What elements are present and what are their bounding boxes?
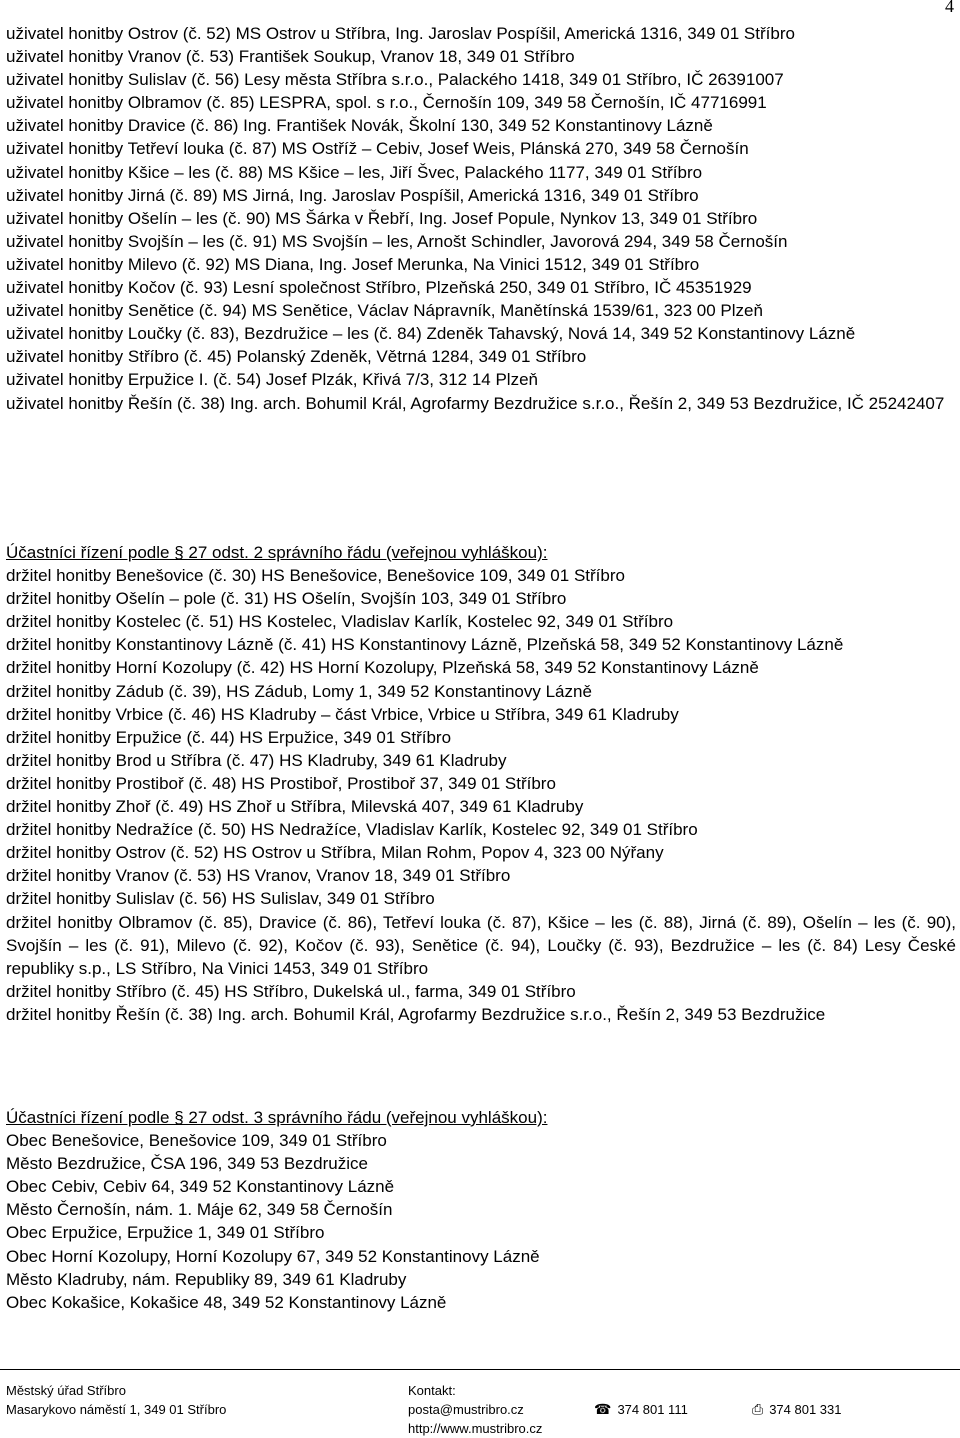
list-item: držitel honitby Vrbice (č. 46) HS Kladruby – část Vrbice, Vrbice u Stříbra, 349 61 Kladruby [6, 704, 679, 724]
list-item: Obec Erpužice, Erpužice 1, 349 01 Stříbro [6, 1223, 325, 1243]
list-item: držitel honitby Řešín (č. 38) Ing. arch. Bohumil Král, Agrofarmy Bezdružice s.r.o., Řešín 2, 349 53 Bezdružice [6, 1004, 826, 1024]
phone-icon: ☎ [594, 1401, 612, 1417]
list-item: Město Černošín, nám. 1. Máje 62, 349 58 Černošín [6, 1200, 393, 1220]
list-item: uživatel honitby Erpužice I. (č. 54) Josef Plzák, Křivá 7/3, 312 14 Plzeň [6, 370, 538, 390]
fax-number: 374 801 331 [769, 1402, 842, 1417]
list-item: Město Bezdružice, ČSA 196, 349 53 Bezdružice [6, 1154, 368, 1174]
footer-divider [0, 1369, 960, 1370]
footer-fax [752, 1400, 842, 1419]
list-item: držitel honitby Prostiboř (č. 48) HS Prostiboř, Prostiboř 37, 349 01 Stříbro [6, 773, 556, 793]
top-entries [6, 22, 956, 415]
section-3 [6, 1106, 956, 1314]
list-item: Obec Cebiv, Cebiv 64, 349 52 Konstantinovy Lázně [6, 1177, 395, 1197]
list-item: uživatel honitby Dravice (č. 86) Ing. František Novák, Školní 130, 349 52 Konstantinovy Lázně [6, 116, 713, 136]
phone-number: 374 801 111 [617, 1402, 688, 1417]
list-item: držitel honitby Zhoř (č. 49) HS Zhoř u Stříbra, Milevská 407, 349 61 Kladruby [6, 797, 584, 817]
list-item: uživatel honitby Senětice (č. 94) MS Senětice, Václav Nápravník, Manětínská 1539/61, 323 00 Plzeň [6, 301, 763, 321]
footer-office [6, 1381, 226, 1419]
list-item: držitel honitby Konstantinovy Lázně (č. 41) HS Konstantinovy Lázně, Plzeňská 58, 349 52 Konstantinovy Lázně [6, 635, 844, 655]
list-item: uživatel honitby Jirná (č. 89) MS Jirná, Ing. Jaroslav Pospíšil, Americká 1316, 349 01 Stříbro [6, 185, 699, 205]
list-item: uživatel honitby Loučky (č. 83), Bezdružice – les (č. 84) Zdeněk Tahavský, Nová 14, 349 52 Konstantinovy Lázně [6, 324, 856, 344]
list-item: držitel honitby Zádub (č. 39), HS Zádub, Lomy 1, 349 52 Konstantinovy Lázně [6, 681, 592, 701]
fax-icon: ⎙ [752, 1401, 764, 1417]
list-item: uživatel honitby Tetřeví louka (č. 87) MS Ostříž – Cebiv, Josef Weis, Plánská 270, 349 58 Černošín [6, 139, 749, 159]
section-heading: Účastníci řízení podle § 27 odst. 3 správního řádu (veřejnou vyhláškou): [6, 1108, 548, 1127]
list-item: uživatel honitby Ostrov (č. 52) MS Ostrov u Stříbra, Ing. Jaroslav Pospíšil, Americká 1316, 349 01 Stříbro [6, 24, 795, 43]
office-name: Městský úřad Stříbro [6, 1383, 126, 1398]
list-item: uživatel honitby Ošelín – les (č. 90) MS Šárka v Řebří, Ing. Josef Popule, Nynkov 13, 349 01 Stříbro [6, 208, 758, 228]
list-item: uživatel honitby Vranov (č. 53) František Soukup, Vranov 18, 349 01 Stříbro [6, 47, 575, 67]
list-item: držitel honitby Ostrov (č. 52) HS Ostrov u Stříbra, Milan Rohm, Popov 4, 323 00 Nýřany [6, 843, 664, 863]
list-item: uživatel honitby Milevo (č. 92) MS Diana, Ing. Josef Merunka, Na Vinici 1512, 349 01 Stříbro [6, 254, 700, 274]
footer-phone [594, 1400, 688, 1419]
list-item: Obec Benešovice, Benešovice 109, 349 01 Stříbro [6, 1131, 387, 1151]
list-item: držitel honitby Nedražíce (č. 50) HS Nedražíce, Vladislav Karlík, Kostelec 92, 349 01 Stříbro [6, 820, 698, 840]
list-item: držitel honitby Ošelín – pole (č. 31) HS Ošelín, Svojšín 103, 349 01 Stříbro [6, 589, 567, 609]
email-link[interactable]: posta@mustribro.cz [408, 1402, 524, 1417]
list-item: držitel honitby Erpužice (č. 44) HS Erpužice, 349 01 Stříbro [6, 727, 452, 747]
list-item: uživatel honitby Sulislav (č. 56) Lesy města Stříbra s.r.o., Palackého 1418, 349 01 Stříbro, IČ 26391007 [6, 70, 784, 90]
list-item: držitel honitby Kostelec (č. 51) HS Kostelec, Vladislav Karlík, Kostelec 92, 349 01 Stříbro [6, 612, 674, 632]
list-item: Obec Kokašice, Kokašice 48, 349 52 Konstantinovy Lázně [6, 1292, 447, 1312]
list-item: uživatel honitby Svojšín – les (č. 91) MS Svojšín – les, Arnošt Schindler, Javorová 294, 349 58 Černošín [6, 231, 788, 251]
page-number: 4 [945, 0, 954, 16]
section-2 [6, 541, 956, 1026]
list-item: držitel honitby Brod u Stříbra (č. 47) HS Kladruby, 349 61 Kladruby [6, 750, 507, 770]
list-item: uživatel honitby Olbramov (č. 85) LESPRA, spol. s r.o., Černošín 109, 349 58 Černošín, IČ 47716991 [6, 93, 767, 113]
list-item: držitel honitby Olbramov (č. 85), Dravice (č. 86), Tetřeví louka (č. 87), Kšice – les (č. 88), Jirná (č. 89), Ošelín – les (č. 90), Svojšín – les (č. 91), Milevo (č. 92), Kočov (č. 93), Senětice (č. 94), Loučky (č. 93), Bezdružice – les (č. 84) Lesy České republiky s.p., LS Stříbro, Na Vinici 1453, 349 01 Stříbro [6, 912, 956, 978]
web-link[interactable]: http://www.mustribro.cz [408, 1421, 543, 1436]
list-item: uživatel honitby Kočov (č. 93) Lesní společnost Stříbro, Plzeňská 250, 349 01 Stříbro, IČ 45351929 [6, 278, 752, 298]
section-heading: Účastníci řízení podle § 27 odst. 2 správního řádu (veřejnou vyhláškou): [6, 543, 548, 562]
list-item: Obec Horní Kozolupy, Horní Kozolupy 67, 349 52 Konstantinovy Lázně [6, 1246, 540, 1266]
contact-label: Kontakt: [408, 1383, 456, 1398]
list-item: uživatel honitby Řešín (č. 38) Ing. arch. Bohumil Král, Agrofarmy Bezdružice s.r.o., Řešín 2, 349 53 Bezdružice, IČ 25242407 [6, 393, 945, 413]
footer-contact [408, 1381, 542, 1438]
list-item: držitel honitby Sulislav (č. 56) HS Sulislav, 349 01 Stříbro [6, 889, 435, 909]
list-item: uživatel honitby Stříbro (č. 45) Polanský Zdeněk, Větrná 1284, 349 01 Stříbro [6, 347, 587, 367]
list-item: držitel honitby Benešovice (č. 30) HS Benešovice, Benešovice 109, 349 01 Stříbro [6, 566, 625, 586]
list-item: držitel honitby Horní Kozolupy (č. 42) HS Horní Kozolupy, Plzeňská 58, 349 52 Konstantinovy Lázně [6, 658, 759, 678]
list-item: Město Kladruby, nám. Republiky 89, 349 61 Kladruby [6, 1269, 407, 1289]
list-item: uživatel honitby Kšice – les (č. 88) MS Kšice – les, Jiří Švec, Palackého 1177, 349 01 Stříbro [6, 162, 703, 182]
list-item: držitel honitby Stříbro (č. 45) HS Stříbro, Dukelská ul., farma, 349 01 Stříbro [6, 981, 576, 1001]
list-item: držitel honitby Vranov (č. 53) HS Vranov, Vranov 18, 349 01 Stříbro [6, 866, 511, 886]
office-address: Masarykovo náměstí 1, 349 01 Stříbro [6, 1402, 227, 1417]
